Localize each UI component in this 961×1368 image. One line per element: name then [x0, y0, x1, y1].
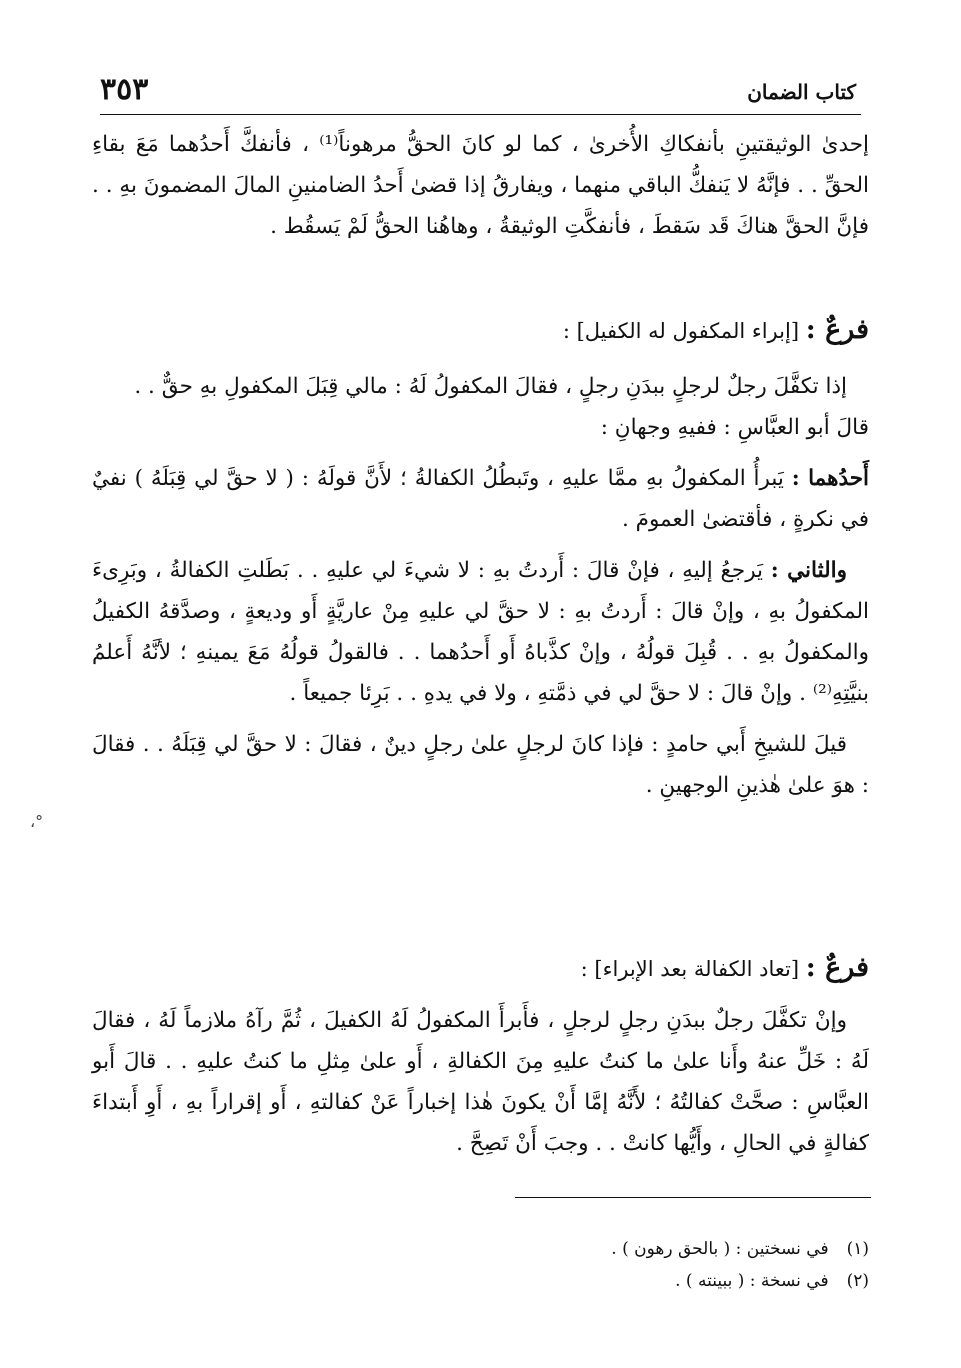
- section-keyword: فرعٌ :: [805, 314, 869, 345]
- paragraph-text: إذا تكفَّلَ رجلٌ لرجلٍ ببدَنِ رجلٍ ، فقالَ المكفولُ لَهُ : مالي قِبَلَ المكفولِ بهِ حقٌّ . .: [134, 374, 847, 399]
- section-keyword: فرعٌ :: [805, 952, 869, 983]
- paragraph-text: [92, 550, 869, 714]
- paragraph-text: وإنْ تكفَّلَ رجلٌ ببدَنِ رجلٍ لرجلٍ ، فأَبرأَ المكفولُ لَهُ الكفيلَ ، ثُمَّ رآهُ ملازماً لَهُ ، فقالَ لَهُ : خَلِّ عنهُ وأَنا علىٰ ما كنتُ عليهِ مِنَ الكفالةِ ، أَو علىٰ مِثلِ ما كنتُ عليهِ . . قالَ أَبو العبَّاسِ : صحَّتْ كفالتُهُ ؛ لأَنَّهُ إمَّا أَنْ يكونَ هٰذا إخباراً عَنْ كفالتهِ ، أَو إقراراً بهِ ، أَوِ أَبتداءَ كفالةٍ في الحالِ ، وأَيُّها كانتْ . . وجبَ أَنْ تَصِحَّ .: [92, 1008, 869, 1156]
- header-rule: [100, 114, 861, 115]
- footnote-text: في نسخة : ( ببينته ) .: [675, 1271, 829, 1291]
- footnote-number: (٢): [846, 1271, 869, 1291]
- footnote-2: [369, 1268, 869, 1294]
- paragraph-text-inline: يَرجعُ إليهِ ، فإنْ قالَ : أَردتُ بهِ : لا شيءَ لي عليهِ . . بَطَلتِ الكفالةُ ، وبَرِىءَ المكفولُ بهِ ، وإنْ قالَ : أَردتُ بهِ : لا حقَّ لي عليهِ مِنْ عاريَّةٍ أَو وديعةٍ ، وصدَّقهُ الكفيلُ والمكفولُ بهِ . . قُبِلَ قولُهُ ، وإنْ كذَّباهُ أَو أَحدُهما . . فالقولُ قولُهُ مَعَ يمينهِ ؛ لأنَّهُ أَعلمُ بنيَّتِهِ⁽²⁾ . وإنْ قالَ : لا حقَّ لي في ذمَّتهِ ، ولا في يدهِ . . بَرِئا جميعاً .: [92, 558, 869, 706]
- section-title: [تعاد الكفالة بعد الإبراء] :: [580, 957, 800, 981]
- section-1-body: [92, 366, 869, 806]
- paragraph-text: قيلَ للشيخِ أَبي حامدٍ : فإذا كانَ لرجلٍ علىٰ رجلٍ دينٌ ، فقالَ : لا حقَّ لي قِبَلَهُ . . فقالَ : هوَ علىٰ هٰذينِ الوجهينِ .: [92, 732, 869, 798]
- section-title: [إبراء المكفول له الكفيل] :: [562, 319, 800, 343]
- paragraph-text-inline: يَبرأُ المكفولُ بهِ ممَّا عليهِ ، وتَبطُلُ الكفالةُ ؛ لأَنَّ قولَهُ : ( لا حقَّ لي قِبَلَهُ ) نفيٌ في نكرةٍ ، فأقتضىٰ العمومَ .: [92, 466, 869, 532]
- section-heading-2: [92, 951, 869, 986]
- book-title: كتاب الضمان: [747, 80, 856, 104]
- paragraph-top: [92, 124, 869, 247]
- page-header: [100, 72, 856, 108]
- margin-mark: ،°: [30, 812, 44, 831]
- footnote-1: [369, 1236, 869, 1262]
- footnote-number: (١): [846, 1239, 869, 1259]
- label-first: أَحدُهما :: [791, 466, 869, 491]
- page-number: ٣٥٣: [100, 72, 149, 107]
- paragraph-text: [92, 458, 869, 540]
- section-heading-1: [92, 313, 869, 348]
- section-2-body: [92, 1000, 869, 1164]
- paragraph-text: إحدىٰ الوثيقتينِ بأنفكاكِ الأُخرىٰ ، كما لو كانَ الحقُّ مرهوناً⁽¹⁾ ، فأنفكَّ أَحدُهما مَعَ بقاءِ الحقِّ . . فإنَّهُ لا يَنفكُّ الباقي منهما ، ويفارقُ إذا قضىٰ أَحدُ الضامنينِ المالَ المضمونَ بهِ . . فإنَّ الحقَّ هناكَ قَد سَقطَ ، فأنفكَّتِ الوثيقةُ ، وهاهُنا الحقُّ لَمْ يَسقُط .: [92, 132, 869, 239]
- label-second: والثاني :: [770, 558, 847, 583]
- footnote-text: في نسختين : ( بالحق رهون ) .: [611, 1239, 829, 1259]
- paragraph-text: قالَ أبو العبَّاسِ : ففيهِ وجهانِ :: [600, 415, 869, 440]
- footnote-rule: [515, 1197, 871, 1198]
